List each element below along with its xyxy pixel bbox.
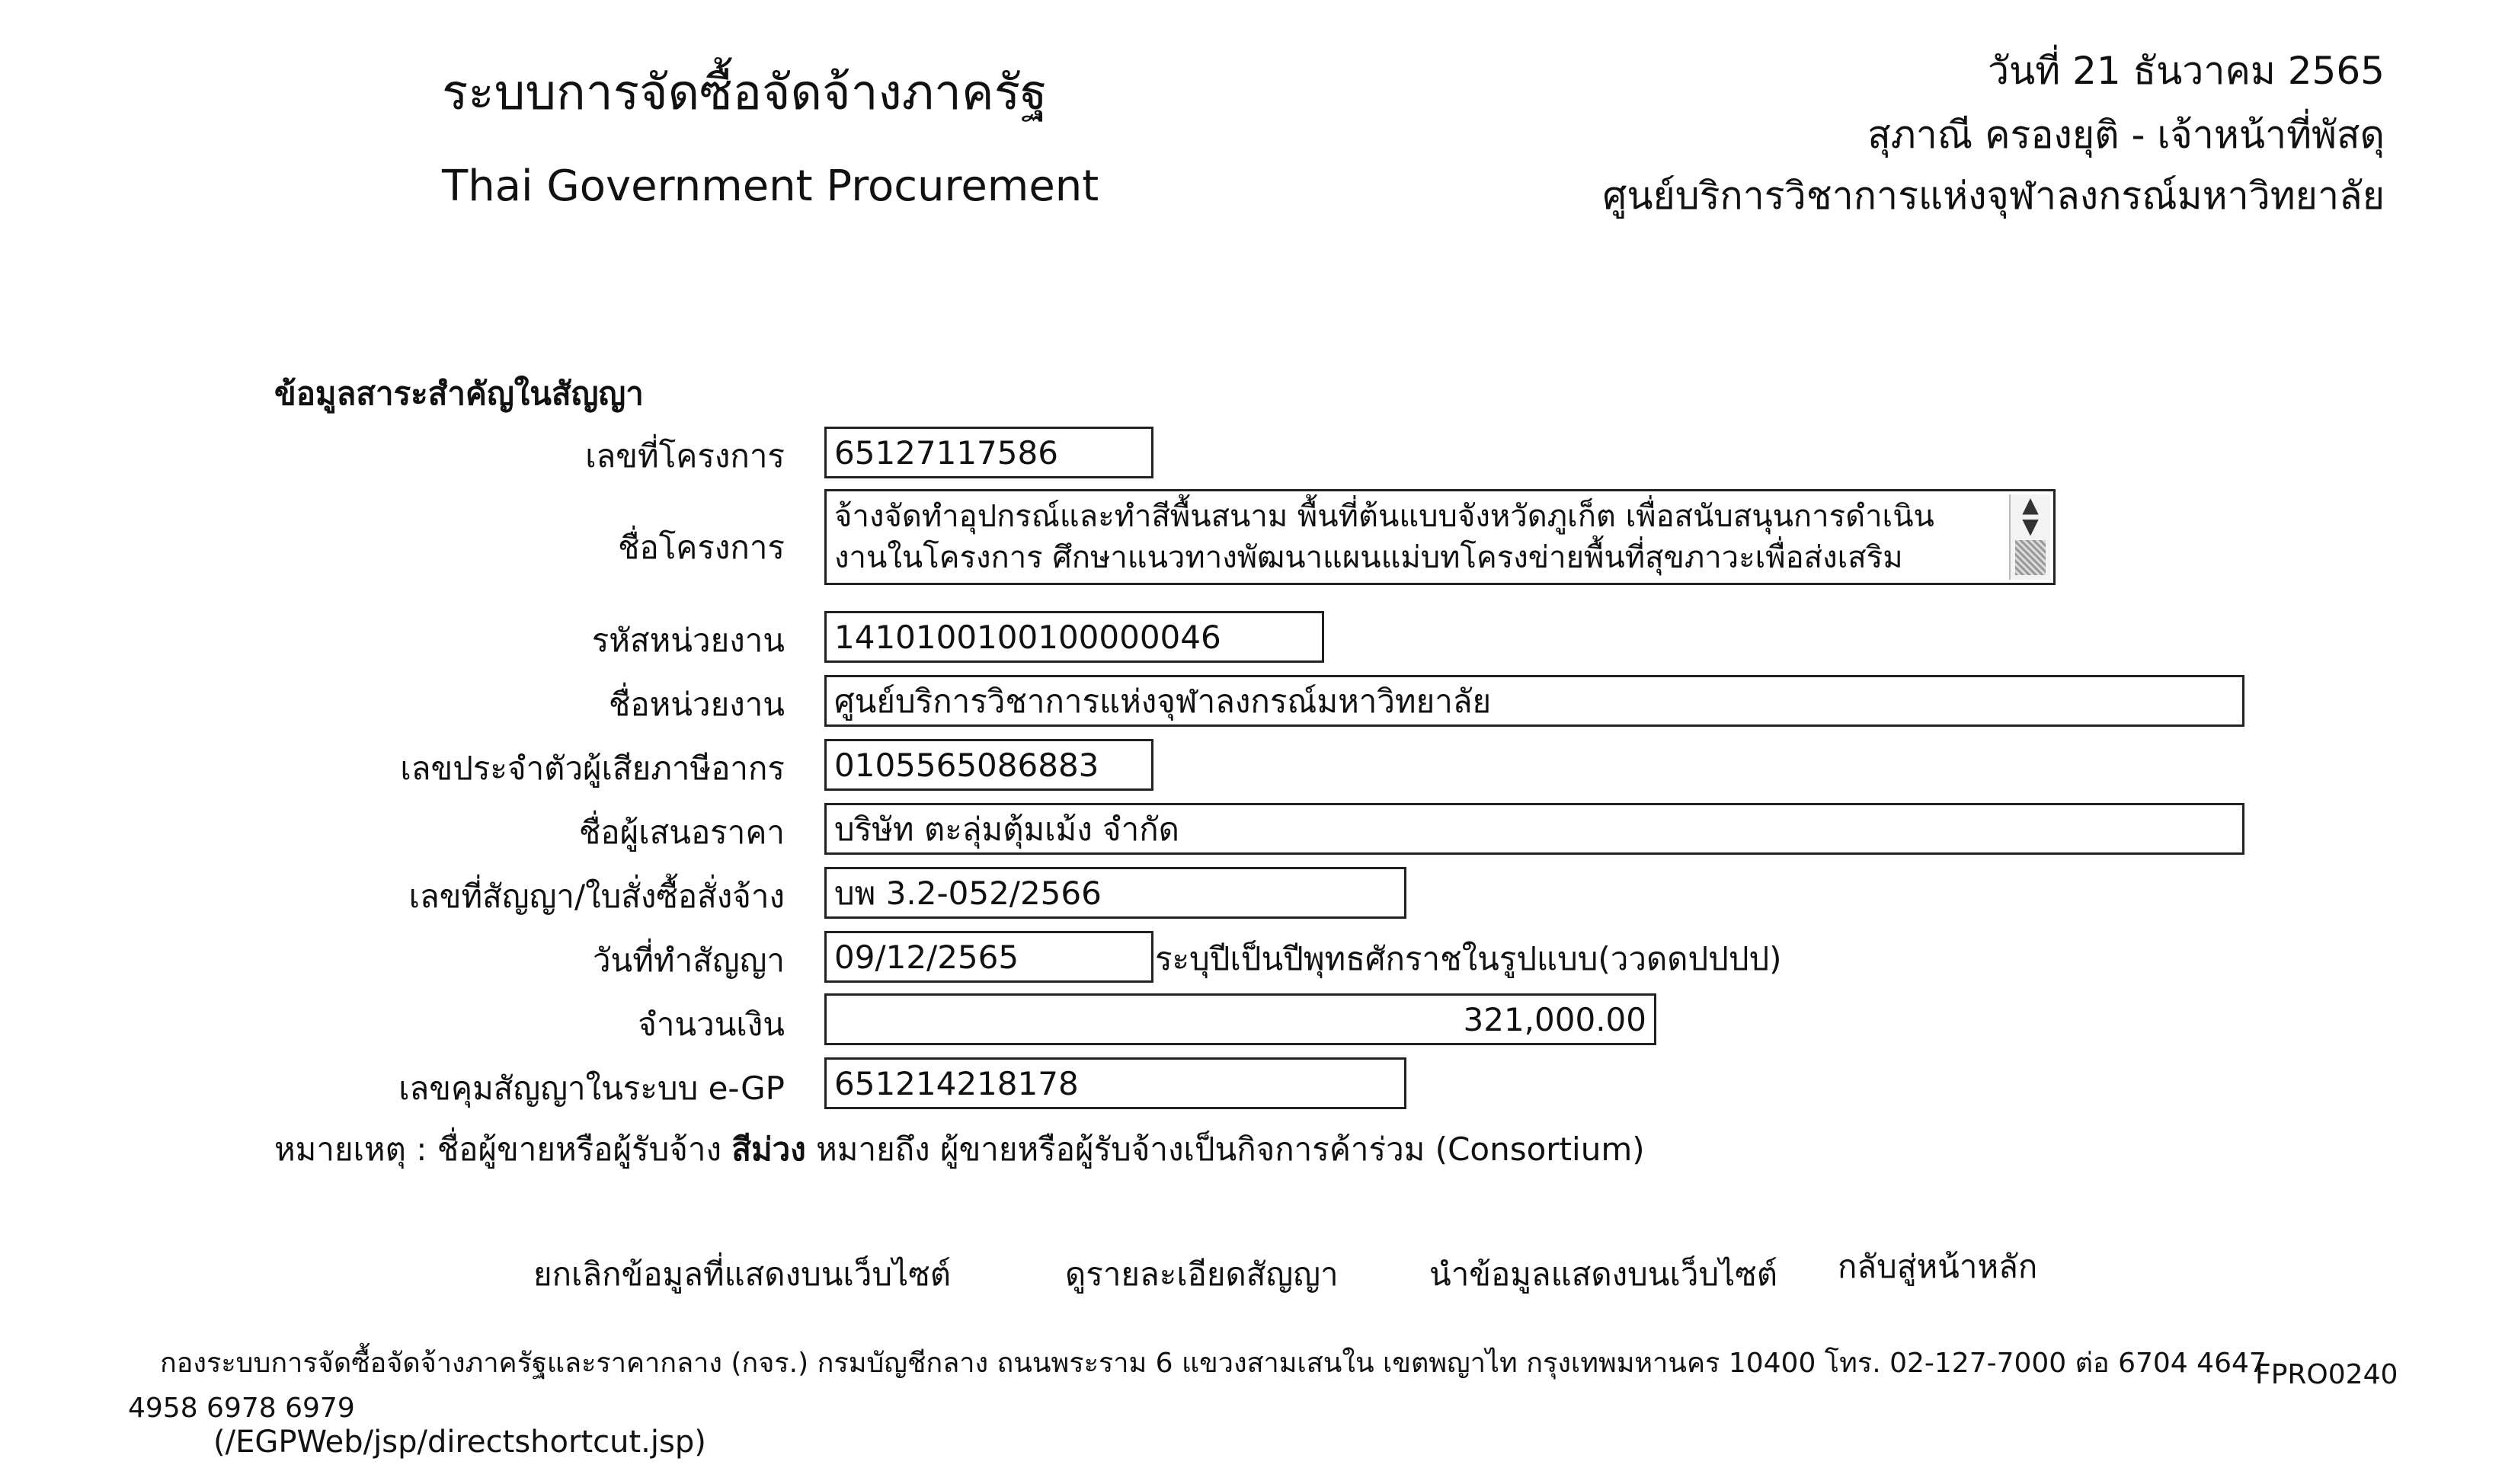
current-date: วันที่ 21 ธันวาคม 2565 (1987, 49, 2385, 93)
system-title-thai: ระบบการจัดซื้อจัดจ้างภาครัฐ (442, 65, 1048, 121)
system-title-english: Thai Government Procurement (442, 162, 1099, 211)
contract-no-label: เลขที่สัญญา/ใบสั่งซื้อสั่งจ้าง (408, 878, 785, 915)
bidder-label: ชื่อผู้เสนอราคา (578, 814, 785, 851)
remark-suffix: หมายถึง ผู้ขายหรือผู้รับจ้างเป็นกิจการค้าร่วม (Consortium) (816, 1131, 1645, 1168)
scroll-up-icon[interactable]: ▲ (2022, 492, 2039, 517)
dept-name-field[interactable]: ศูนย์บริการวิชาการแห่งจุฬาลงกรณ์มหาวิทยาลัย (824, 675, 2244, 727)
bidder-field[interactable]: บริษัท ตะลุ่มตุ้มเม้ง จำกัด (824, 803, 2244, 855)
tax-id-field[interactable]: 0105565086883 (824, 739, 1153, 791)
amount-label: จำนวนเงิน (638, 1006, 785, 1043)
dept-name-label: ชื่อหน่วยงาน (608, 686, 785, 723)
footer-address: กองระบบการจัดซื้อจัดจ้างภาครัฐและราคากลาง (กจร.) กรมบัญชีกลาง ถนนพระราม 6 แขวงสามเสนใน เขตพญาไท กรุงเทพมหานคร 10400 โทร. 02-127-7000 ต่อ 6704 4647 (160, 1348, 2267, 1379)
contract-date-label: วันที่ทำสัญญา (592, 942, 785, 979)
footer-phones: 4958 6978 6979 (128, 1393, 355, 1424)
contract-date-hint: ระบุปีเป็นปีพุทธศักราชในรูปแบบ(ววดดปปปป) (1155, 940, 1782, 977)
egp-no-field[interactable]: 651214218178 (824, 1057, 1406, 1109)
amount-field[interactable]: 321,000.00 (824, 993, 1656, 1045)
remark-bold: สีม่วง (731, 1131, 806, 1168)
scroll-thumb[interactable] (2015, 540, 2046, 575)
back-home-button[interactable]: กลับสู่หน้าหลัก (1838, 1248, 2038, 1285)
project-no-field[interactable]: 65127117586 (824, 427, 1153, 478)
project-name-label: ชื่อโครงการ (617, 529, 785, 566)
cancel-display-button[interactable]: ยกเลิกข้อมูลที่แสดงบนเว็บไซต์ (533, 1255, 951, 1293)
dept-code-label: รหัสหน่วยงาน (591, 622, 785, 659)
user-name: สุภาณี ครองยุติ - เจ้าหน้าที่พัสดุ (1867, 113, 2385, 157)
dept-code-field[interactable]: 1410100100100000046 (824, 611, 1324, 663)
project-no-label: เลขที่โครงการ (585, 437, 785, 475)
contract-date-field[interactable]: 09/12/2565 (824, 931, 1153, 983)
page-code: FPRO0240 (2255, 1359, 2398, 1390)
textarea-scrollbar[interactable] (2009, 494, 2050, 580)
contract-no-field[interactable]: บพ 3.2-052/2566 (824, 867, 1406, 919)
page-url: (/EGPWeb/jsp/directshortcut.jsp) (213, 1425, 706, 1460)
user-organization: ศูนย์บริการวิชาการแห่งจุฬาลงกรณ์มหาวิทยาลัย (1602, 174, 2385, 218)
egp-no-label: เลขคุมสัญญาในระบบ e-GP (398, 1070, 785, 1107)
view-contract-button[interactable]: ดูรายละเอียดสัญญา (1065, 1255, 1339, 1293)
remark-note (274, 1124, 1645, 1175)
project-name-line-2: งานในโครงการ ศึกษาแนวทางพัฒนาแผนแม่บทโครงข่ายพื้นที่สุขภาวะเพื่อส่งเสริม (834, 540, 1903, 575)
tax-id-label: เลขประจำตัวผู้เสียภาษีอากร (400, 750, 785, 787)
remark-prefix: หมายเหตุ : ชื่อผู้ขายหรือผู้รับจ้าง (274, 1131, 721, 1168)
publish-data-button[interactable]: นำข้อมูลแสดงบนเว็บไซต์ (1429, 1255, 1778, 1293)
section-title: ข้อมูลสาระสำคัญในสัญญา (274, 375, 644, 412)
project-name-textarea[interactable] (824, 489, 2056, 585)
project-name-line-1: จ้างจัดทำอุปกรณ์และทำสีพื้นสนาม พื้นที่ต้นแบบจังหวัดภูเก็ต เพื่อสนับสนุนการดำเนิน (834, 499, 1934, 534)
scroll-down-icon[interactable]: ▼ (2022, 513, 2039, 539)
